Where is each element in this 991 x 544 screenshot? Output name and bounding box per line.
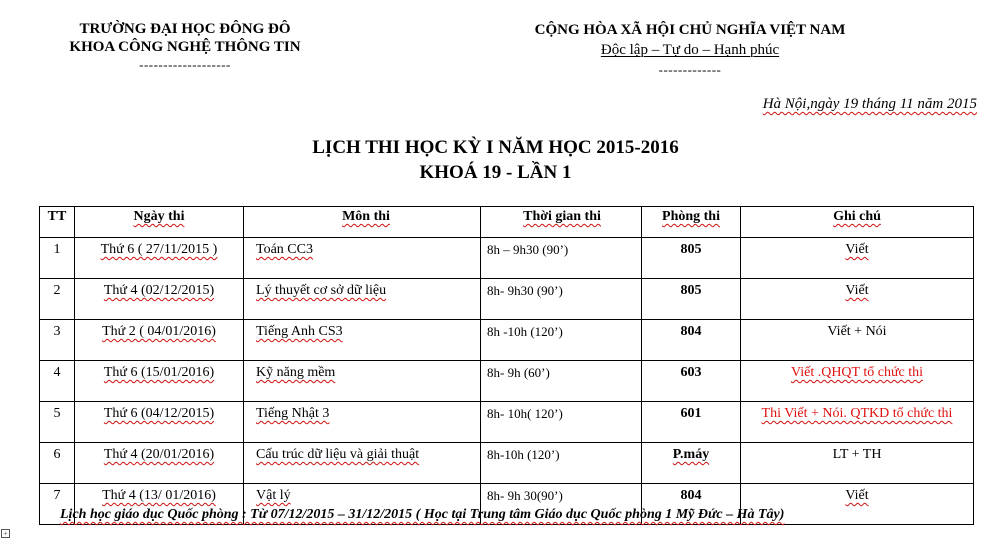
col-header-room: Phòng thi [642,207,741,238]
document-date: Hà Nội,ngày 19 tháng 11 năm 2015 [762,96,977,112]
exam-date: Thứ 2 ( 04/01/2016) [75,320,244,361]
exam-room: 603 [642,361,741,402]
exam-date: Thứ 4 (20/01/2016) [75,443,244,484]
exam-subject: Kỹ năng mềm [244,361,481,402]
col-header-time: Thời gian thi [481,207,642,238]
exam-time: 8h- 10h( 120’) [481,402,642,443]
exam-time: 8h- 9h30 (90’) [481,279,642,320]
exam-date: Thứ 6 (04/12/2015) [75,402,244,443]
exam-subject: Vật lý [244,484,481,525]
exam-subject: Cấu trúc dữ liệu và giải thuật [244,443,481,484]
country-name: CỘNG HÒA XÃ HỘI CHỦ NGHĨA VIỆT NAM [534,22,846,38]
exam-date: Thứ 6 (15/01/2016) [75,361,244,402]
exam-schedule-table [39,206,974,525]
exam-date: Thứ 6 ( 27/11/2015 ) [75,238,244,279]
row-index: 6 [40,443,75,484]
exam-room: 804 [642,484,741,525]
col-header-tt: TT [40,207,75,238]
exam-note: Viết [741,279,974,320]
school-header [40,20,330,74]
table-row [40,238,974,279]
exam-room: P.máy [642,443,741,484]
exam-subject: Lý thuyết cơ sở dữ liệu [244,279,481,320]
exam-time: 8h- 9h (60’) [481,361,642,402]
exam-date: Thứ 4 (02/12/2015) [75,279,244,320]
row-index: 1 [40,238,75,279]
exam-room: 805 [642,279,741,320]
col-header-note: Ghi chú [741,207,974,238]
row-index: 7 [40,484,75,525]
exam-time: 8h -10h (120’) [481,320,642,361]
school-name: TRƯỜNG ĐẠI HỌC ĐÔNG ĐÔ [79,21,291,37]
table-row [40,361,974,402]
national-header [480,20,900,80]
exam-date: Thứ 4 (13/ 01/2016) [75,484,244,525]
exam-room: 805 [642,238,741,279]
school-header-rule: ------------------- [139,57,231,72]
row-index: 4 [40,361,75,402]
table-move-handle-icon[interactable]: + [1,529,10,538]
exam-subject: Tiếng Nhật 3 [244,402,481,443]
row-index: 5 [40,402,75,443]
faculty-name: KHOA CÔNG NGHỆ THÔNG TIN [69,39,301,55]
table-header-row [40,207,974,238]
row-index: 2 [40,279,75,320]
national-header-rule: ------------- [658,62,722,77]
exam-subject: Toán CC3 [244,238,481,279]
national-motto: Độc lập – Tự do – Hạnh phúc [600,42,780,58]
col-header-date: Ngày thi [75,207,244,238]
exam-note: LT + TH [741,443,974,484]
table-row [40,279,974,320]
table-row [40,402,974,443]
exam-room: 601 [642,402,741,443]
exam-note: Viết .QHQT tổ chức thi [741,361,974,402]
table-row [40,320,974,361]
exam-note: Viết [741,484,974,525]
exam-note: Viết + Nói [741,320,974,361]
exam-room: 804 [642,320,741,361]
exam-time: 8h- 9h 30(90’) [481,484,642,525]
exam-subject: Tiếng Anh CS3 [244,320,481,361]
table-row [40,443,974,484]
exam-note: Thi Viết + Nói. QTKD tổ chức thi [741,402,974,443]
defense-education-note: Lịch học giáo dục Quốc phòng : Từ 07/12/2015 – 31/12/2015 ( Học tại Trung tâm Giáo dục Quốc phòng 1 Mỹ Đức – Hà Tây) [60,507,785,522]
exam-time: 8h-10h (120’) [481,443,642,484]
exam-note: Viết [741,238,974,279]
page-subtitle: KHOÁ 19 - LẦN 1 [419,162,572,183]
page-title: LỊCH THI HỌC KỲ I NĂM HỌC 2015-2016 [312,137,679,158]
row-index: 3 [40,320,75,361]
exam-time: 8h – 9h30 (90’) [481,238,642,279]
col-header-subject: Môn thi [244,207,481,238]
